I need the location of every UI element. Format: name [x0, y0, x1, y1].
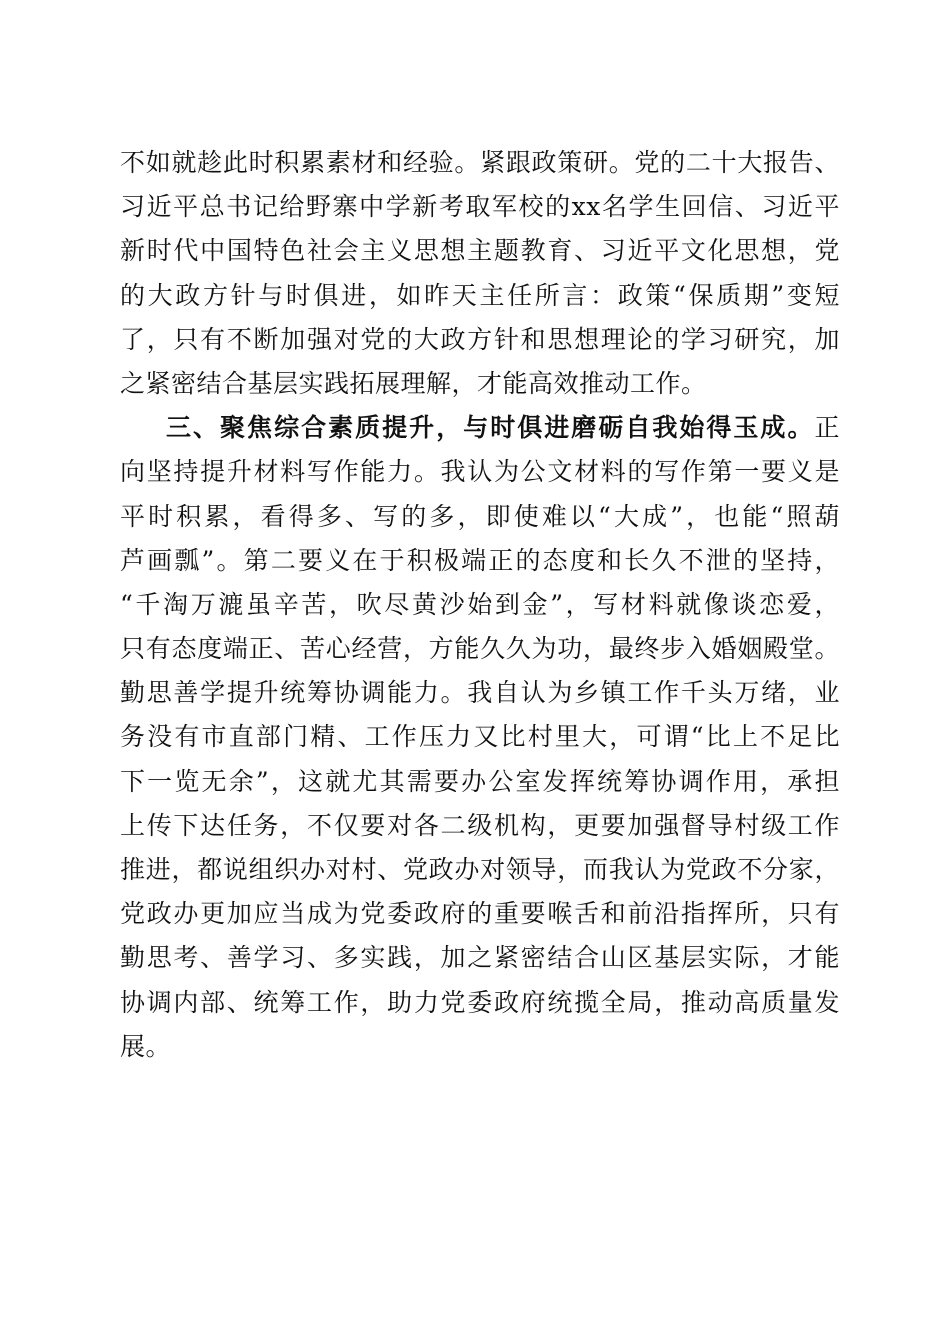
- text-line: 习近平总书记给野寨中学新考取军校的xx名学生回信、习近平: [120, 192, 840, 222]
- text-line: “千淘万漉虽辛苦，吹尽黄沙始到金”，写材料就像谈恋爱，: [120, 589, 840, 619]
- document-body: [120, 141, 840, 1069]
- text-line: 勤思善学提升统筹协调能力。我自认为乡镇工作千头万绪，业: [120, 678, 840, 708]
- text-line: 不如就趁此时积累素材和经验。紧跟政策研。党的二十大报告、: [120, 148, 840, 177]
- paragraph-section-three: [120, 406, 840, 1069]
- text-line: 之紧密结合基层实践拓展理解，才能高效推动工作。: [120, 368, 707, 398]
- text-line: 芦画瓢”。第二要义在于积极端正的态度和长久不泄的坚持，: [120, 545, 840, 575]
- text-line: 展。: [120, 1031, 172, 1061]
- text-line: 下一览无余”，这就尤其需要办公室发挥统筹协调作用，承担: [120, 766, 840, 796]
- text-line: 推进，都说组织办对村、党政办对领导，而我认为党政不分家，: [120, 855, 840, 884]
- text-line: 上传下达任务，不仅要对各二级机构，更要加强督导村级工作: [120, 810, 840, 840]
- section-heading: 三、聚焦综合素质提升，与时俱进磨砺自我始得玉成。: [166, 413, 815, 443]
- text-line: 平时积累，看得多、写的多，即使难以“大成”，也能“照葫: [120, 501, 840, 531]
- text-line: 的大政方针与时俱进，如昨天主任所言：政策“保质期”变短: [120, 280, 840, 310]
- text-line: 党政办更加应当成为党委政府的重要喉舌和前沿指挥所，只有: [120, 899, 840, 929]
- text-line: 了，只有不断加强对党的大政方针和思想理论的学习研究，加: [120, 324, 840, 354]
- text-fragment: 正: [814, 413, 840, 443]
- text-line: 务没有市直部门精、工作压力又比村里大，可谓“比上不足比: [120, 722, 840, 752]
- text-line: 新时代中国特色社会主义思想主题教育、习近平文化思想，党: [120, 236, 840, 266]
- text-line: 勤思考、善学习、多实践，加之紧密结合山区基层实际，才能: [120, 943, 840, 973]
- text-line: 协调内部、统筹工作，助力党委政府统揽全局，推动高质量发: [120, 987, 840, 1017]
- paragraph-continuation: [120, 141, 840, 406]
- text-line: 向坚持提升材料写作能力。我认为公文材料的写作第一要义是: [120, 457, 840, 487]
- text-line: 只有态度端正、苦心经营，方能久久为功，最终步入婚姻殿堂。: [120, 634, 840, 664]
- section-heading-line: [120, 406, 840, 450]
